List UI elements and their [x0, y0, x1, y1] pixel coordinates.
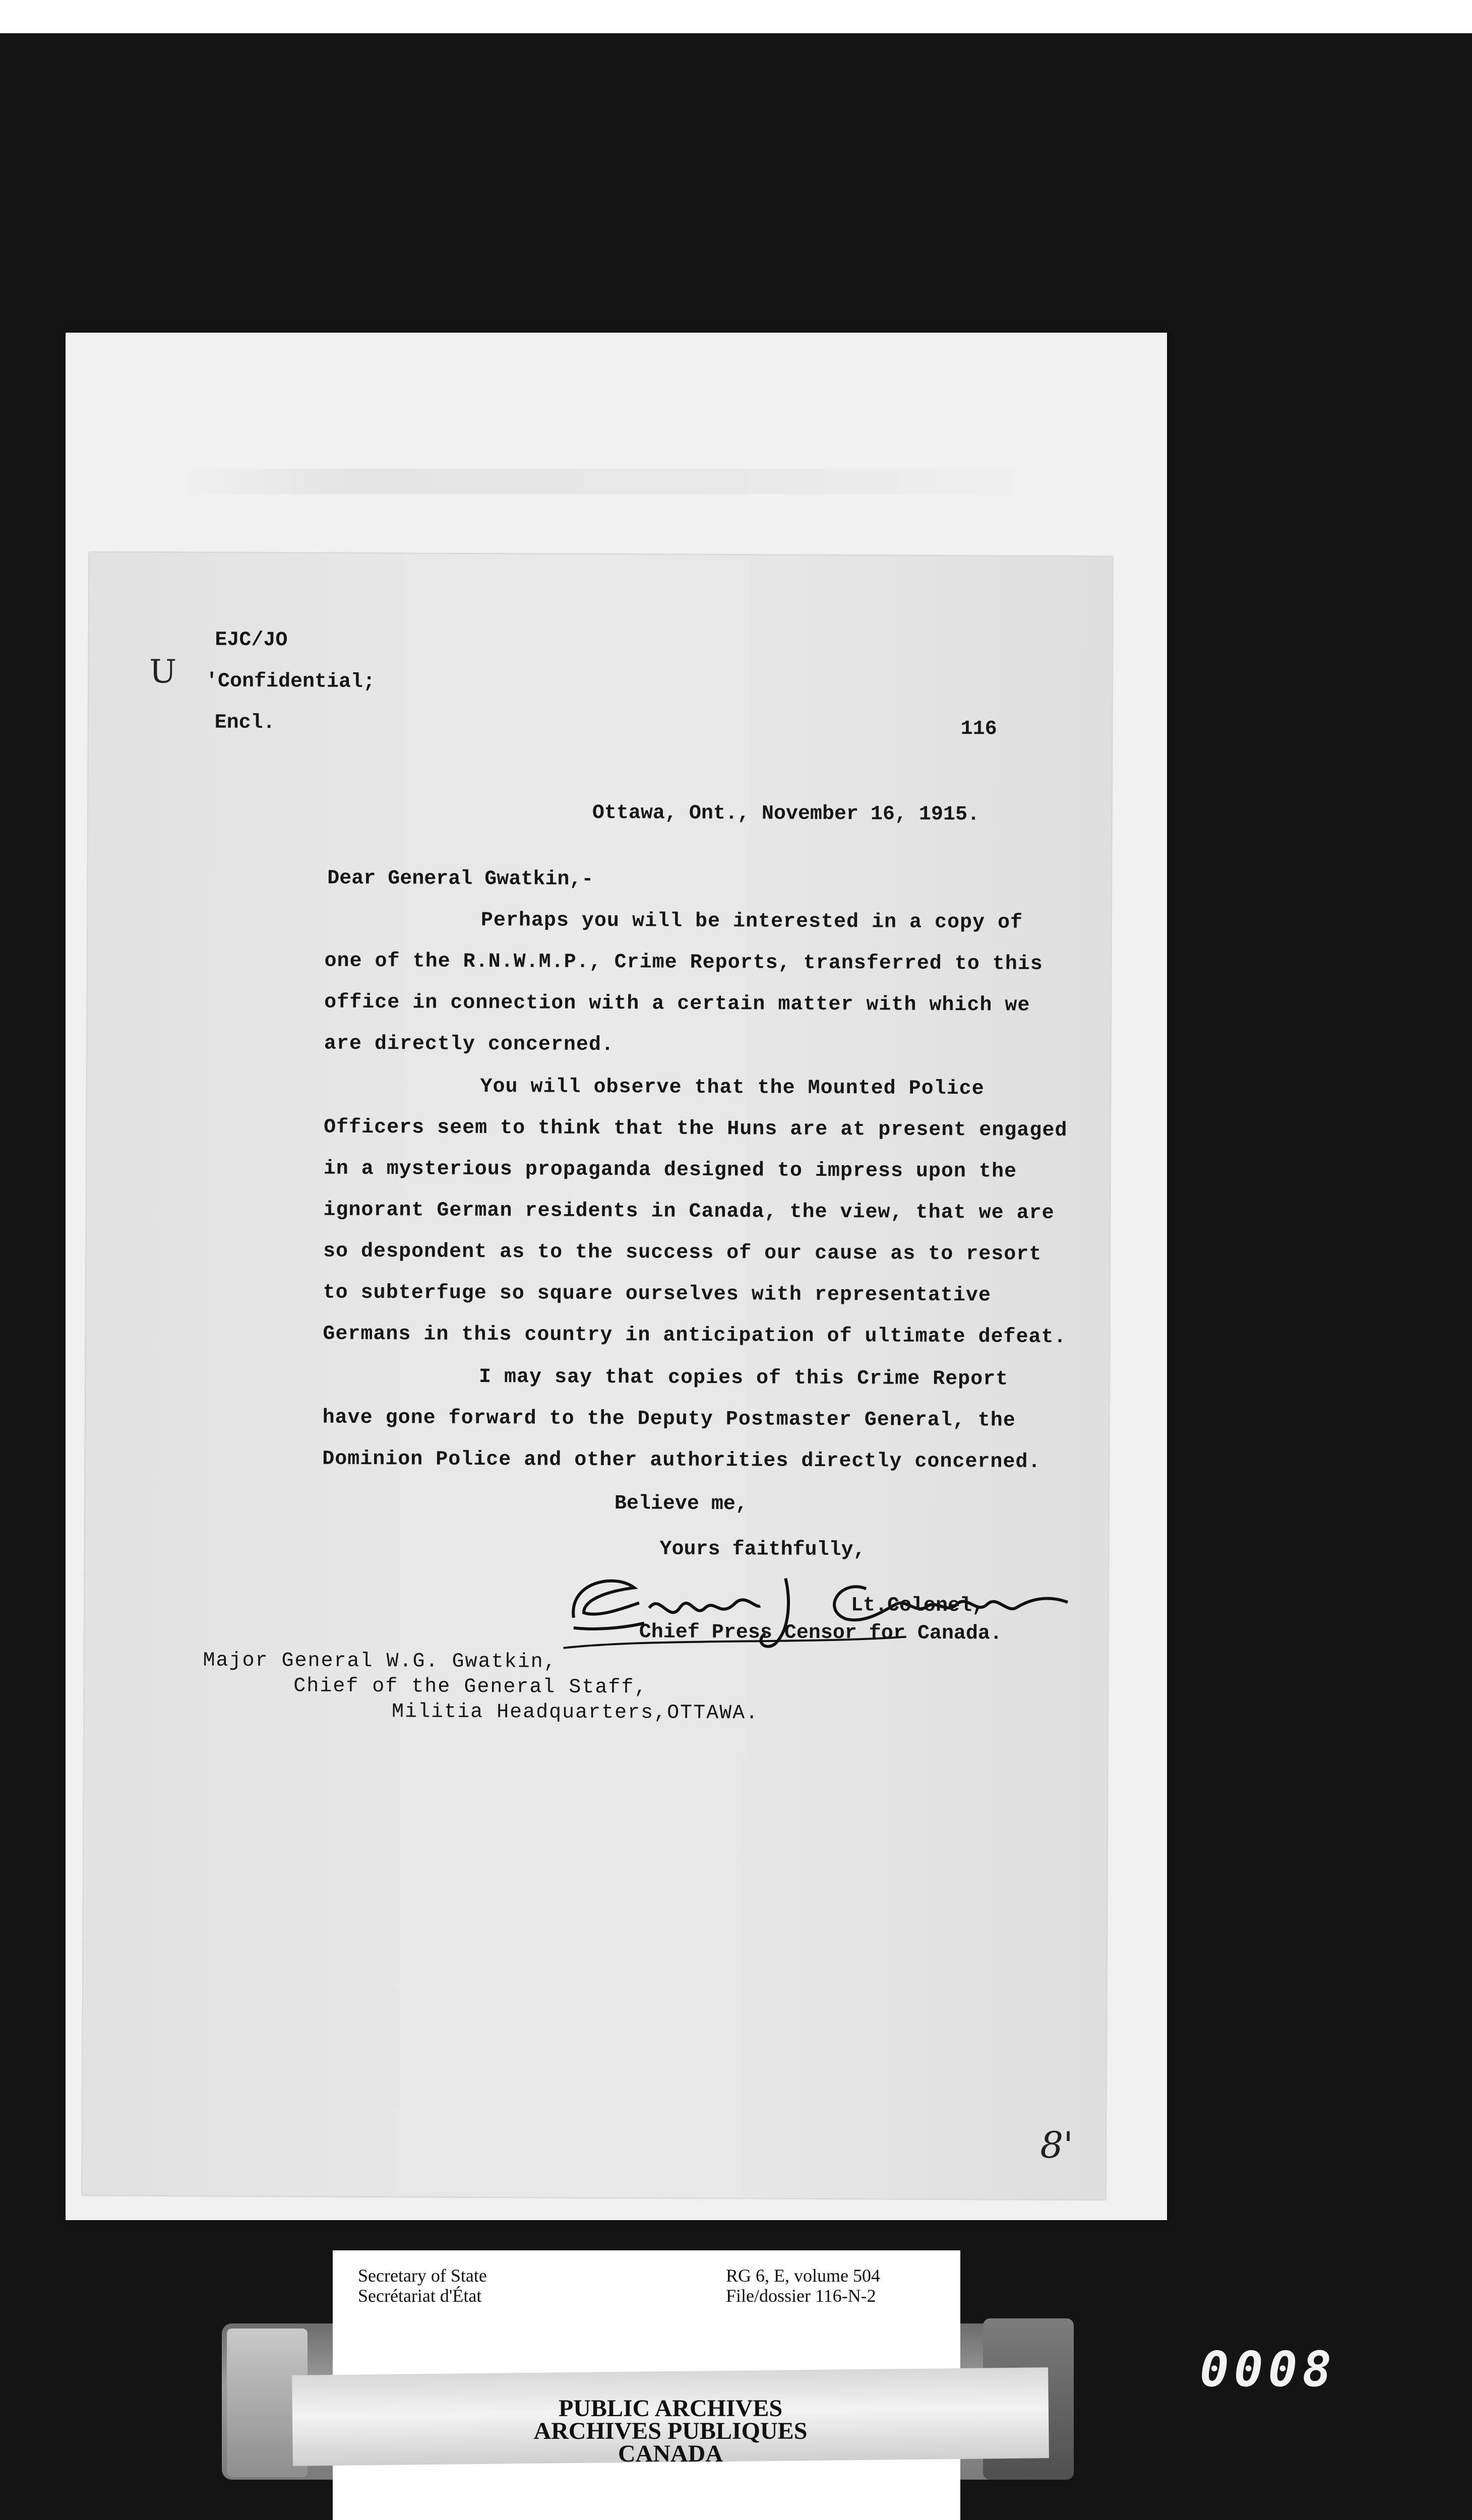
archive-line: ARCHIVES PUBLIQUES — [533, 2418, 808, 2444]
signer-title: Chief Press Censor for Canada. — [639, 1621, 1002, 1646]
folio-mark: 8' — [1040, 2123, 1074, 2167]
letter-page — [82, 552, 1113, 2200]
handwritten-signature — [554, 1542, 1083, 1666]
volume-reference: RG 6, E, volume 504 — [726, 2265, 880, 2286]
closing: Believe me, — [614, 1492, 748, 1516]
department-en: Secretary of State — [358, 2265, 487, 2286]
body-line: to subterfuge so square ourselves with representative — [323, 1281, 992, 1307]
valediction: Yours faithfully, — [659, 1538, 866, 1562]
body-line: I may say that copies of this Crime Report — [478, 1365, 1009, 1391]
body-line: one of the R.N.W.M.P., Crime Reports, transferred to this — [324, 950, 1043, 976]
body-line: You will observe that the Mounted Police — [480, 1075, 985, 1101]
addressee-line: Major General W.G. Gwatkin, — [203, 1649, 557, 1674]
dateline: Ottawa, Ont., November 16, 1915. — [592, 801, 980, 827]
body-line: ignorant German residents in Canada, the view, that we are — [323, 1199, 1055, 1225]
confidential-mark: 'Confidential; — [205, 670, 376, 694]
body-line: so despondent as to the success of our cause as to resort — [323, 1240, 1042, 1266]
body-line: office in connection with a certain matter with which we — [324, 991, 1030, 1017]
body-line: have gone forward to the Deputy Postmaster General, the — [322, 1406, 1016, 1432]
file-reference: File/dossier 116-N-2 — [726, 2286, 876, 2306]
addressee-line: Chief of the General Staff, — [293, 1675, 648, 1699]
body-line: Dominion Police and other authorities directly concerned. — [322, 1447, 1041, 1474]
reference-code: EJC/JO — [215, 628, 288, 652]
salutation: Dear General Gwatkin,- — [327, 867, 594, 891]
addressee-line: Militia Headquarters,OTTAWA. — [391, 1700, 759, 1725]
enclosure-mark: Encl. — [214, 711, 275, 735]
corner-mark: U — [149, 653, 177, 691]
body-line: are directly concerned. — [324, 1032, 615, 1057]
body-line: Officers seem to think that the Huns are at present engaged — [324, 1116, 1068, 1143]
archive-line: PUBLIC ARCHIVES — [558, 2395, 783, 2422]
page-number: 116 — [960, 718, 997, 741]
frame-number: 0008 — [1200, 2341, 1337, 2398]
signer-rank: Lt.Colonel, — [850, 1594, 985, 1618]
department-fr: Secrétariat d'État — [358, 2286, 482, 2306]
body-line: Germans in this country in anticipation of ultimate defeat. — [323, 1322, 1067, 1349]
body-line: in a mysterious propaganda designed to impress upon the — [323, 1157, 1017, 1183]
archive-line: CANADA — [618, 2440, 723, 2467]
bleed-through-text — [166, 469, 1074, 494]
body-line: Perhaps you will be interested in a copy of — [480, 909, 1023, 934]
